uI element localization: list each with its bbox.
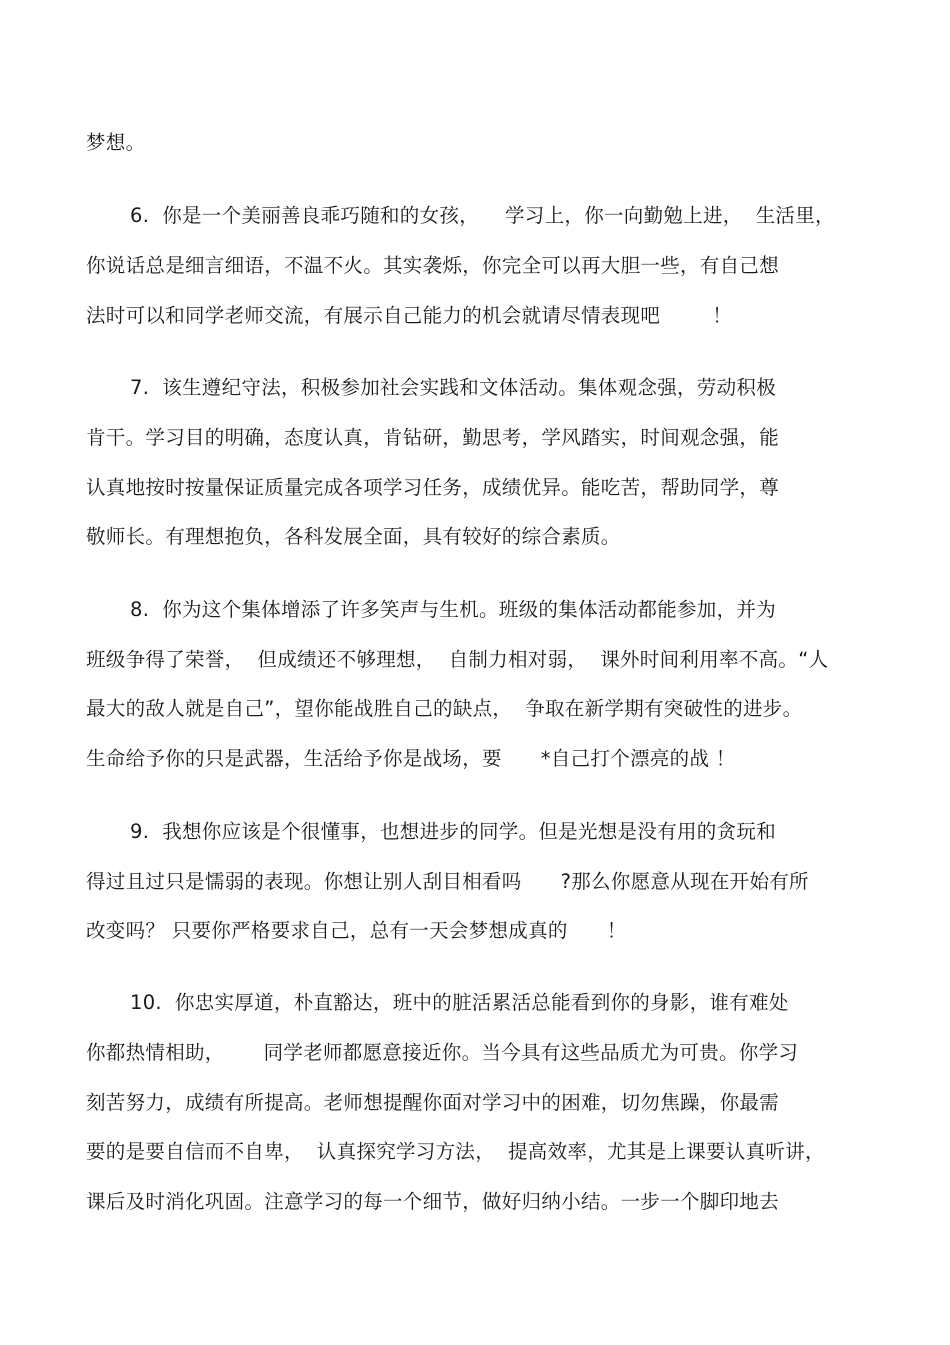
item-6-line-3: 法时可以和同学老师交流，有展示自己能力的机会就请尽情表现吧 ！ bbox=[86, 304, 732, 327]
item-9-line-3: 改变吗？ 只要你严格要求自己，总有一天会梦想成真的 ！ bbox=[86, 919, 627, 942]
item-6-line-1: 6. 你是一个美丽善良乖巧随和的女孩， 学习上，你一向勤勉上进， 生活里， bbox=[130, 204, 835, 227]
item-10-line-3: 刻苦努力，成绩有所提高。老师想提醒你面对学习中的困难，切勿焦躁，你最需 bbox=[86, 1091, 780, 1114]
item-7-line-4: 敬师长。有理想抱负，各科发展全面，具有较好的综合素质。 bbox=[86, 525, 621, 548]
item-10-line-2: 你都热情相助， 同学老师都愿意接近你。当今具有这些品质尤为可贵。你学习 bbox=[86, 1041, 799, 1064]
item-6-line-2: 你说话总是细言细语，不温不火。其实袭烁，你完全可以再大胆一些，有自己想 bbox=[86, 254, 780, 277]
item-8-line-4: 生命给予你的只是武器，生活给予你是战场，要 *自己打个漂亮的战 ！ bbox=[86, 747, 736, 770]
item-7-line-3: 认真地按时按量保证质量完成各项学习任务，成绩优异。能吃苦，帮助同学，尊 bbox=[86, 476, 780, 499]
paragraph-5-tail-line-1: 梦想。 bbox=[86, 131, 146, 154]
item-8-line-2: 班级争得了荣誉， 但成绩还不够理想， 自制力相对弱， 课外时间利用率不高。“人 bbox=[86, 648, 829, 671]
item-8-line-3: 最大的敌人就是自己”，望你能战胜自己的缺点， 争取在新学期有突破性的进步。 bbox=[86, 697, 803, 720]
item-8-line-1: 8. 你为这个集体增添了许多笑声与生机。班级的集体活动都能参加，并为 bbox=[130, 598, 777, 621]
item-7-line-1: 7. 该生遵纪守法，积极参加社会实践和文体活动。集体观念强，劳动积极 bbox=[130, 376, 777, 399]
item-10-line-1: 10. 你忠实厚道，朴直豁达，班中的脏活累活总能看到你的身影，谁有难处 bbox=[130, 991, 789, 1014]
item-9-line-1: 9. 我想你应该是个很懂事，也想进步的同学。但是光想是没有用的贪玩和 bbox=[130, 820, 777, 843]
item-10-line-4: 要的是要自信而不自卑， 认真探究学习方法， 提高效率，尤其是上课要认真听讲， bbox=[86, 1140, 825, 1163]
item-7-line-2: 肯干。学习目的明确，态度认真，肯钻研，勤思考，学风踏实，时间观念强，能 bbox=[86, 426, 780, 449]
item-9-line-2: 得过且过只是懦弱的表现。你想让别人刮目相看吗 ?那么你愿意从现在开始有所 bbox=[86, 870, 809, 893]
item-10-line-5: 课后及时消化巩固。注意学习的每一个细节，做好归纳小结。一步一个脚印地去 bbox=[86, 1190, 780, 1213]
